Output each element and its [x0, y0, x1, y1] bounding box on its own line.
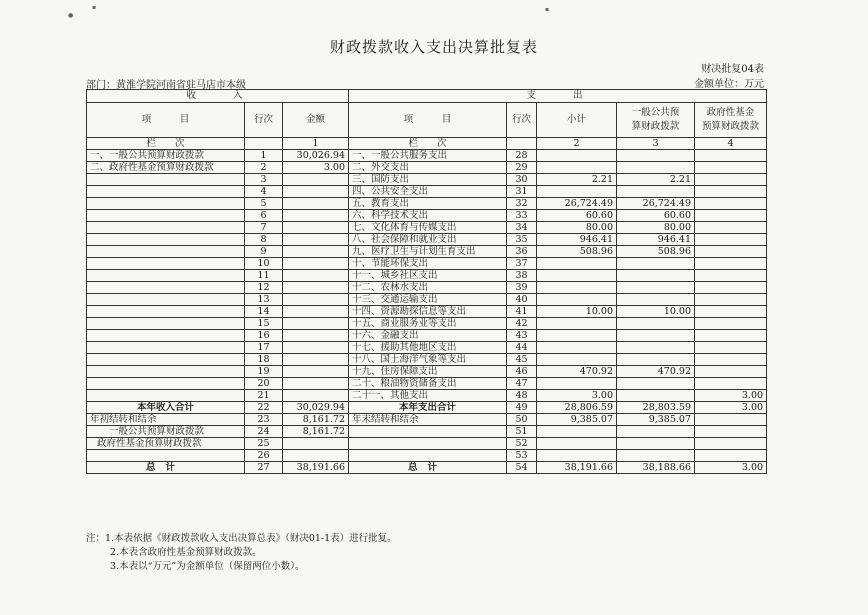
- expense-row-no-cell: 53: [507, 450, 537, 462]
- income-amount-cell: [283, 234, 349, 246]
- income-row-no-cell: 12: [245, 282, 283, 294]
- subtotal-cell: 80.00: [537, 222, 617, 234]
- income-amount-cell: [283, 318, 349, 330]
- subtotal-cell: 508.96: [537, 246, 617, 258]
- subtotal-cell: [537, 318, 617, 330]
- table-row: [87, 426, 767, 438]
- expense-item-cell: 十五、商业服务业等支出: [349, 318, 507, 330]
- table-row: [87, 162, 767, 174]
- subtotal-cell: 38,191.66: [537, 462, 617, 474]
- year-total-row: [87, 402, 767, 414]
- income-row-no-cell: 25: [245, 438, 283, 450]
- fund-budget-cell: [695, 198, 767, 210]
- expense-item-cell: [349, 426, 507, 438]
- subtotal-cell: [537, 294, 617, 306]
- income-row-no-cell: 3: [245, 174, 283, 186]
- table-row: [87, 330, 767, 342]
- budget-table: [86, 89, 767, 474]
- income-row-no-cell: 15: [245, 318, 283, 330]
- expense-row-no-cell: 34: [507, 222, 537, 234]
- expense-row-no-cell: 32: [507, 198, 537, 210]
- expense-item-cell: 年末结转和结余: [349, 414, 507, 426]
- income-item-cell: [87, 174, 245, 186]
- table-row: [87, 390, 767, 402]
- general-budget-cell: [617, 450, 695, 462]
- table-row: [87, 438, 767, 450]
- general-budget-cell: 946.41: [617, 234, 695, 246]
- table-row: [87, 150, 767, 162]
- subtotal-cell: [537, 426, 617, 438]
- expense-item-cell: 七、文化体育与传媒支出: [349, 222, 507, 234]
- fund-budget-cell: [695, 210, 767, 222]
- expense-item-cell: 总计: [349, 462, 507, 474]
- expense-item-cell: 本年支出合计: [349, 402, 507, 414]
- fund-budget-cell: [695, 342, 767, 354]
- income-amount-cell: 30,029.94: [283, 402, 349, 414]
- expense-item-cell: 一、一般公共服务支出: [349, 150, 507, 162]
- fund-budget-cell: [695, 354, 767, 366]
- income-amount-cell: [283, 390, 349, 402]
- income-item-cell: [87, 294, 245, 306]
- income-item-cell: [87, 330, 245, 342]
- table-row: [87, 282, 767, 294]
- expense-group-header: 支 出: [349, 90, 767, 103]
- bar-number-2: 2: [537, 138, 617, 150]
- unit-label: 金额单位：万元: [694, 79, 764, 90]
- expense-item-cell: [349, 450, 507, 462]
- subtotal-cell: 2.21: [537, 174, 617, 186]
- income-item-cell: 年初结转和结余: [87, 414, 245, 426]
- income-amount-cell: [283, 222, 349, 234]
- table-row: [87, 378, 767, 390]
- income-item-cell: 一般公共预算财政拨款: [87, 426, 245, 438]
- table-row: [87, 222, 767, 234]
- expense-item-cell: 十七、援助其他地区支出: [349, 342, 507, 354]
- subtotal-cell: 9,385.07: [537, 414, 617, 426]
- table-row: [87, 186, 767, 198]
- fund-budget-cell: [695, 174, 767, 186]
- income-item-cell: 本年收入合计: [87, 402, 245, 414]
- expense-item-cell: 四、公共安全支出: [349, 186, 507, 198]
- expense-row-no-cell: 30: [507, 174, 537, 186]
- income-item-cell: 政府性基金预算财政拨款: [87, 438, 245, 450]
- expense-row-no-cell: 49: [507, 402, 537, 414]
- note-2: 2.本表含政府性基金预算财政拨款。: [110, 547, 262, 558]
- fund-budget-cell: 3.00: [695, 402, 767, 414]
- general-budget-cell: 28,803.59: [617, 402, 695, 414]
- general-budget-header-line1: 一般公共预: [631, 107, 680, 118]
- fund-budget-cell: [695, 330, 767, 342]
- general-budget-cell: [617, 342, 695, 354]
- income-row-no-cell: 14: [245, 306, 283, 318]
- income-item-cell: [87, 282, 245, 294]
- income-amount-cell: 3.00: [283, 162, 349, 174]
- income-row-no-cell: 23: [245, 414, 283, 426]
- general-budget-cell: [617, 270, 695, 282]
- table-row: [87, 450, 767, 462]
- expense-item-cell: 三、国防支出: [349, 174, 507, 186]
- income-row-no-cell: 27: [245, 462, 283, 474]
- general-budget-cell: [617, 162, 695, 174]
- subtotal-cell: [537, 270, 617, 282]
- income-row-no-cell: 20: [245, 378, 283, 390]
- income-row-no-cell: 18: [245, 354, 283, 366]
- general-budget-cell: 38,188.66: [617, 462, 695, 474]
- expense-row-no-cell: 45: [507, 354, 537, 366]
- expense-row-no-cell: 47: [507, 378, 537, 390]
- income-item-cell: [87, 354, 245, 366]
- subtotal-cell: 946.41: [537, 234, 617, 246]
- fund-budget-cell: [695, 150, 767, 162]
- income-row-no-cell: 1: [245, 150, 283, 162]
- expense-item-cell: 六、科学技术支出: [349, 210, 507, 222]
- income-amount-cell: [283, 378, 349, 390]
- fund-budget-cell: [695, 306, 767, 318]
- income-row-no-cell: 4: [245, 186, 283, 198]
- subtotal-cell: 60.60: [537, 210, 617, 222]
- income-amount-cell: [283, 246, 349, 258]
- income-amount-cell: 8,161.72: [283, 426, 349, 438]
- expense-item-cell: 十八、国土海洋气象等支出: [349, 354, 507, 366]
- income-row-no-cell: 9: [245, 246, 283, 258]
- expense-row-no-cell: 42: [507, 318, 537, 330]
- table-row: [87, 210, 767, 222]
- income-item-cell: [87, 234, 245, 246]
- expense-row-no-cell: 54: [507, 462, 537, 474]
- income-amount-header: 金额: [283, 103, 349, 138]
- income-item-cell: [87, 366, 245, 378]
- subtotal-cell: [537, 438, 617, 450]
- fund-budget-header: [695, 103, 767, 138]
- general-budget-header-line2: 算财政拨款: [631, 121, 680, 132]
- scan-mark: ▪: [545, 6, 550, 13]
- income-row-no-header: 行次: [245, 103, 283, 138]
- group-header-row: [87, 90, 767, 103]
- subtotal-cell: [537, 342, 617, 354]
- fund-budget-cell: [695, 270, 767, 282]
- form-code: 财决批复04表: [701, 64, 764, 75]
- subtotal-cell: 26,724.49: [537, 198, 617, 210]
- income-item-cell: [87, 378, 245, 390]
- income-amount-cell: [283, 354, 349, 366]
- subtotal-header: 小计: [537, 103, 617, 138]
- general-budget-cell: [617, 282, 695, 294]
- subtotal-cell: 28,806.59: [537, 402, 617, 414]
- fund-budget-cell: [695, 378, 767, 390]
- table-row: [87, 414, 767, 426]
- fund-budget-cell: [695, 234, 767, 246]
- fund-budget-cell: [695, 294, 767, 306]
- income-row-no-cell: 22: [245, 402, 283, 414]
- expense-item-cell: 十三、交通运输支出: [349, 294, 507, 306]
- income-amount-cell: [283, 258, 349, 270]
- income-item-cell: [87, 342, 245, 354]
- bar-number-row: [87, 138, 767, 150]
- department-label: 部门：黄淮学院河南省驻马店市本级: [86, 80, 246, 91]
- general-budget-cell: [617, 378, 695, 390]
- income-item-cell: [87, 270, 245, 282]
- bar-number-4: 4: [695, 138, 767, 150]
- general-budget-cell: [617, 426, 695, 438]
- expense-row-no-cell: 36: [507, 246, 537, 258]
- expense-row-no-cell: 39: [507, 282, 537, 294]
- expense-item-cell: 八、社会保障和就业支出: [349, 234, 507, 246]
- note-3: 3.本表以“万元”为金额单位（保留两位小数）。: [110, 561, 305, 572]
- fund-budget-cell: [695, 258, 767, 270]
- income-row-no-cell: 21: [245, 390, 283, 402]
- general-budget-cell: 26,724.49: [617, 198, 695, 210]
- subtotal-cell: [537, 150, 617, 162]
- expense-row-no-cell: 52: [507, 438, 537, 450]
- income-amount-cell: [283, 306, 349, 318]
- expense-row-no-cell: 50: [507, 414, 537, 426]
- income-bar-blank: [245, 138, 283, 150]
- subtotal-cell: 10.00: [537, 306, 617, 318]
- table-row: [87, 318, 767, 330]
- expense-item-cell: 十九、住房保障支出: [349, 366, 507, 378]
- income-row-no-cell: 7: [245, 222, 283, 234]
- fund-budget-cell: [695, 366, 767, 378]
- fund-budget-cell: [695, 414, 767, 426]
- income-item-header: 项 目: [87, 103, 245, 138]
- grand-total-row: [87, 462, 767, 474]
- income-item-cell: [87, 450, 245, 462]
- fund-budget-cell: [695, 162, 767, 174]
- income-bar-label: 栏 次: [87, 138, 245, 150]
- general-budget-cell: [617, 330, 695, 342]
- scan-mark: ●: [68, 12, 74, 19]
- fund-budget-cell: [695, 246, 767, 258]
- fund-budget-header-line1: 政府性基金: [706, 107, 755, 118]
- subtotal-cell: [537, 450, 617, 462]
- fund-budget-cell: [695, 318, 767, 330]
- income-amount-cell: 38,191.66: [283, 462, 349, 474]
- table-row: [87, 258, 767, 270]
- subtotal-cell: [537, 282, 617, 294]
- income-amount-cell: [283, 174, 349, 186]
- expense-row-no-cell: 51: [507, 426, 537, 438]
- table-row: [87, 366, 767, 378]
- table-row: [87, 306, 767, 318]
- fund-budget-header-line2: 预算财政拨款: [702, 121, 760, 132]
- expense-row-no-cell: 33: [507, 210, 537, 222]
- expense-item-cell: 十四、资源勘探信息等支出: [349, 306, 507, 318]
- table-row: [87, 270, 767, 282]
- table-row: [87, 174, 767, 186]
- expense-item-cell: 十六、金融支出: [349, 330, 507, 342]
- income-item-cell: [87, 390, 245, 402]
- income-row-no-cell: 26: [245, 450, 283, 462]
- subtotal-cell: [537, 354, 617, 366]
- income-row-no-cell: 13: [245, 294, 283, 306]
- general-budget-cell: [617, 186, 695, 198]
- income-row-no-cell: 19: [245, 366, 283, 378]
- fund-budget-cell: [695, 450, 767, 462]
- income-amount-cell: [283, 270, 349, 282]
- income-item-cell: 一、一般公共预算财政拨款: [87, 150, 245, 162]
- expense-row-no-cell: 35: [507, 234, 537, 246]
- expense-row-no-cell: 41: [507, 306, 537, 318]
- bar-number-1: 1: [283, 138, 349, 150]
- income-row-no-cell: 8: [245, 234, 283, 246]
- fund-budget-cell: 3.00: [695, 462, 767, 474]
- general-budget-cell: [617, 258, 695, 270]
- income-amount-cell: 30,026.94: [283, 150, 349, 162]
- expense-row-no-header: 行次: [507, 103, 537, 138]
- fund-budget-cell: [695, 282, 767, 294]
- subtotal-cell: 470.92: [537, 366, 617, 378]
- income-amount-cell: [283, 438, 349, 450]
- income-item-cell: 总计: [87, 462, 245, 474]
- income-amount-cell: [283, 282, 349, 294]
- notes: [86, 532, 397, 574]
- income-item-cell: [87, 306, 245, 318]
- income-amount-cell: [283, 366, 349, 378]
- general-budget-cell: 508.96: [617, 246, 695, 258]
- income-item-cell: [87, 246, 245, 258]
- income-amount-cell: 8,161.72: [283, 414, 349, 426]
- page-title: 财政拨款收入支出决算批复表: [329, 38, 538, 56]
- income-item-cell: 二、政府性基金预算财政拨款: [87, 162, 245, 174]
- general-budget-cell: 9,385.07: [617, 414, 695, 426]
- expense-item-cell: 五、教育支出: [349, 198, 507, 210]
- expense-row-no-cell: 40: [507, 294, 537, 306]
- fund-budget-cell: [695, 438, 767, 450]
- expense-item-cell: 十二、农林水支出: [349, 282, 507, 294]
- income-row-no-cell: 2: [245, 162, 283, 174]
- general-budget-cell: [617, 150, 695, 162]
- table-row: [87, 198, 767, 210]
- general-budget-cell: [617, 318, 695, 330]
- income-row-no-cell: 24: [245, 426, 283, 438]
- income-amount-cell: [283, 342, 349, 354]
- general-budget-cell: 80.00: [617, 222, 695, 234]
- general-budget-cell: 10.00: [617, 306, 695, 318]
- income-item-cell: [87, 222, 245, 234]
- subtotal-cell: 3.00: [537, 390, 617, 402]
- income-row-no-cell: 16: [245, 330, 283, 342]
- fund-budget-cell: 3.00: [695, 390, 767, 402]
- fund-budget-cell: [695, 222, 767, 234]
- table-row: [87, 234, 767, 246]
- expense-row-no-cell: 46: [507, 366, 537, 378]
- income-amount-cell: [283, 198, 349, 210]
- income-item-cell: [87, 318, 245, 330]
- general-budget-cell: [617, 390, 695, 402]
- table-row: [87, 342, 767, 354]
- income-group-header: 收 入: [87, 90, 349, 103]
- expense-bar-blank: [507, 138, 537, 150]
- general-budget-cell: [617, 354, 695, 366]
- expense-row-no-cell: 44: [507, 342, 537, 354]
- expense-item-cell: [349, 438, 507, 450]
- scan-mark: ▪: [92, 4, 97, 11]
- table-row: [87, 354, 767, 366]
- general-budget-cell: 470.92: [617, 366, 695, 378]
- income-amount-cell: [283, 294, 349, 306]
- expense-item-cell: 二十一、其他支出: [349, 390, 507, 402]
- expense-item-cell: 十一、城乡社区支出: [349, 270, 507, 282]
- income-amount-cell: [283, 210, 349, 222]
- income-row-no-cell: 6: [245, 210, 283, 222]
- bar-number-3: 3: [617, 138, 695, 150]
- income-row-no-cell: 10: [245, 258, 283, 270]
- income-row-no-cell: 17: [245, 342, 283, 354]
- expense-row-no-cell: 29: [507, 162, 537, 174]
- subtotal-cell: [537, 258, 617, 270]
- fund-budget-cell: [695, 186, 767, 198]
- general-budget-cell: 60.60: [617, 210, 695, 222]
- expense-item-cell: 二十、粮油物资储备支出: [349, 378, 507, 390]
- subtotal-cell: [537, 186, 617, 198]
- expense-row-no-cell: 43: [507, 330, 537, 342]
- expense-row-no-cell: 28: [507, 150, 537, 162]
- expense-item-cell: 二、外交支出: [349, 162, 507, 174]
- expense-item-cell: 九、医疗卫生与计划生育支出: [349, 246, 507, 258]
- column-header-row: [87, 103, 767, 138]
- income-row-no-cell: 5: [245, 198, 283, 210]
- general-budget-cell: [617, 294, 695, 306]
- general-budget-cell: 2.21: [617, 174, 695, 186]
- expense-row-no-cell: 38: [507, 270, 537, 282]
- table-row: [87, 246, 767, 258]
- general-budget-cell: [617, 438, 695, 450]
- income-amount-cell: [283, 186, 349, 198]
- income-amount-cell: [283, 330, 349, 342]
- expense-row-no-cell: 48: [507, 390, 537, 402]
- income-item-cell: [87, 258, 245, 270]
- expense-bar-label: 栏 次: [349, 138, 507, 150]
- expense-item-header: 项 目: [349, 103, 507, 138]
- income-row-no-cell: 11: [245, 270, 283, 282]
- general-budget-header: [617, 103, 695, 138]
- subtotal-cell: [537, 162, 617, 174]
- subtotal-cell: [537, 330, 617, 342]
- income-item-cell: [87, 186, 245, 198]
- expense-row-no-cell: 31: [507, 186, 537, 198]
- note-1: 注：1.本表依据《财政拨款收入支出决算总表》（财决01-1表）进行批复。: [86, 533, 397, 544]
- table-row: [87, 294, 767, 306]
- income-item-cell: [87, 198, 245, 210]
- income-amount-cell: [283, 450, 349, 462]
- income-item-cell: [87, 210, 245, 222]
- expense-item-cell: 十、节能环保支出: [349, 258, 507, 270]
- fund-budget-cell: [695, 426, 767, 438]
- subtotal-cell: [537, 378, 617, 390]
- expense-row-no-cell: 37: [507, 258, 537, 270]
